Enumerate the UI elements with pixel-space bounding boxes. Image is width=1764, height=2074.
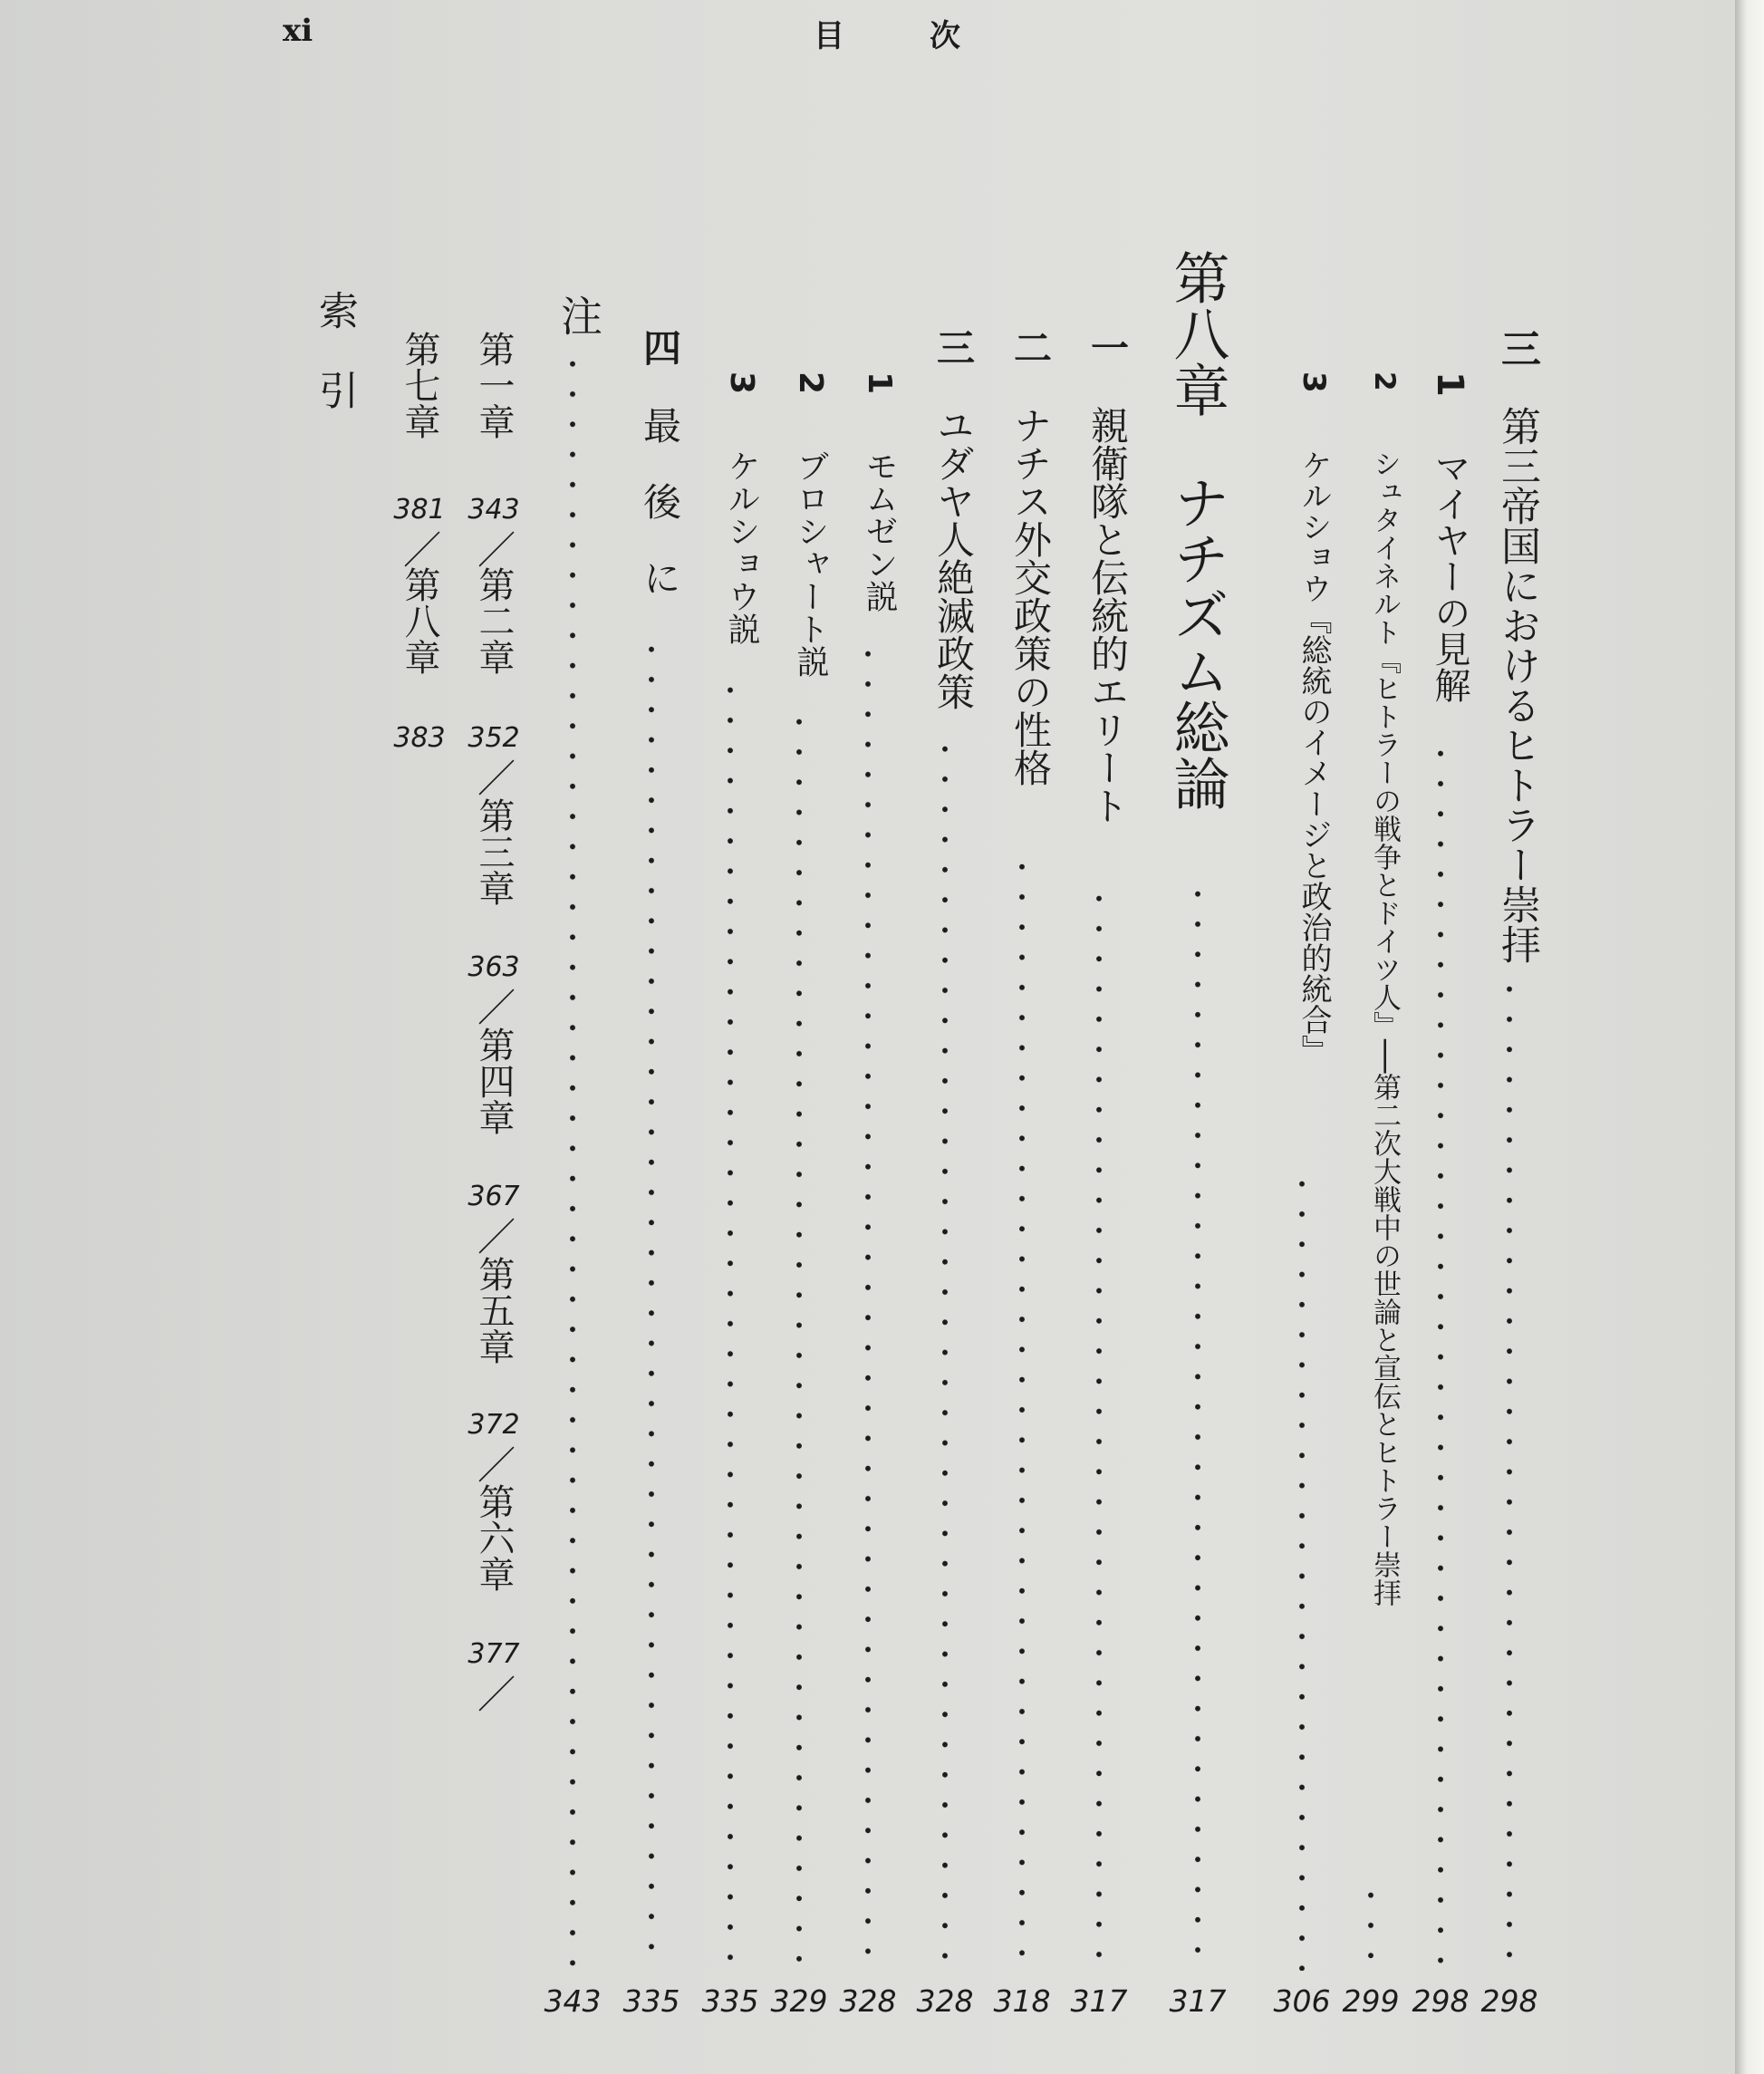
toc-entry	[1164, 0, 1230, 2074]
toc-entry	[1480, 0, 1540, 2074]
leader-dots	[940, 734, 949, 1971]
toc-entry-title: ブロシャート説	[792, 449, 829, 678]
notes-chapter-label: 第六章	[473, 1483, 515, 1592]
toc-entry-number: 3	[723, 371, 760, 395]
separator-slash: ／	[472, 1217, 516, 1255]
notes-chapter-page: 352	[468, 722, 520, 754]
toc-page-number: 298	[1480, 1983, 1538, 2019]
leader-dots	[795, 707, 804, 1971]
toc-entry	[701, 0, 760, 2074]
toc-entry-number: 四	[638, 328, 682, 366]
toc-entry-title: 索 引	[312, 290, 358, 410]
toc-page-number: 317	[1169, 1983, 1227, 2019]
toc-page-number: 299	[1342, 1983, 1400, 2019]
separator-slash: ／	[472, 988, 516, 1026]
toc-entry	[300, 0, 358, 2074]
toc-entry-title: 注	[554, 294, 603, 336]
toc-page-number: 306	[1273, 1983, 1331, 2019]
toc-page-number: 335	[701, 1983, 759, 2019]
toc-entry-number: 1	[1429, 371, 1470, 397]
leader-dots	[863, 639, 872, 1971]
toc-entry	[622, 0, 682, 2074]
toc-entry	[1273, 0, 1332, 2074]
toc-entry	[916, 0, 976, 2074]
toc-entry	[839, 0, 898, 2074]
toc-entry-title: ケルショウ説	[723, 449, 760, 645]
page-folio: xi	[283, 13, 313, 49]
toc-entry	[1070, 0, 1130, 2074]
toc-page-number: 298	[1412, 1983, 1470, 2019]
toc-page-number: 328	[916, 1983, 974, 2019]
separator-slash: ／	[472, 758, 516, 796]
leader-dots	[1094, 883, 1104, 1971]
notes-chapter-label: 第八章	[399, 566, 440, 675]
separator-slash: ／	[472, 530, 516, 568]
page-edge	[1735, 0, 1764, 2074]
toc-entry-number: 2	[1368, 371, 1401, 391]
toc-entry-title: 第八章 ナチズム総論	[1164, 249, 1230, 811]
toc-entry-title: ナチス外交政策の性格	[1008, 406, 1053, 786]
toc-page-number: 328	[839, 1983, 897, 2019]
toc-entry-number: 2	[792, 371, 829, 395]
toc-entry-title: 親衛隊と伝統的エリート	[1085, 406, 1130, 825]
leader-dots	[1436, 738, 1445, 1971]
toc-entry-number: 3	[1296, 371, 1332, 393]
toc-page-number: 317	[1070, 1983, 1128, 2019]
toc-entry-title: ケルショウ『総統のイメージと政治的統合』	[1296, 449, 1332, 1066]
toc-entry-title: シュタイネルト『ヒトラーの戦争とドイツ人』──第二次大戦中の世論と宣伝とヒトラー崇拝	[1368, 449, 1401, 1607]
leader-dots	[1193, 879, 1202, 1971]
toc-page-number: 318	[993, 1983, 1051, 2019]
toc-entry-title: ユダヤ人絶滅政策	[931, 406, 976, 710]
notes-chapter-page: 372	[468, 1409, 520, 1441]
toc-page-number: 343	[544, 1983, 602, 2019]
notes-chapter-label: 第二章	[473, 566, 515, 675]
notes-chapter-page: 363	[468, 951, 520, 983]
notes-chapter-page: 367	[468, 1181, 520, 1212]
separator-slash: ／	[472, 1445, 516, 1483]
toc-entry-number: 1	[861, 371, 898, 395]
toc-entry	[1342, 0, 1401, 2074]
toc-entry-title: 最 後 に	[638, 406, 682, 596]
notes-chapter-label: 第一章	[473, 331, 515, 439]
notes-chapter-label: 第四章	[473, 1027, 515, 1135]
notes-chapter-page: 383	[393, 722, 446, 754]
leader-dots	[726, 675, 735, 1971]
leader-dots	[1505, 974, 1514, 1971]
toc-entry-number: 一	[1085, 328, 1130, 366]
toc-entry	[993, 0, 1053, 2074]
notes-chapter-page: 377	[468, 1638, 520, 1670]
toc-entry-number: 二	[1008, 328, 1053, 366]
notes-chapter-label: 第七章	[399, 331, 440, 439]
separator-slash: ／	[472, 1674, 516, 1712]
running-title: 目次	[814, 18, 1046, 54]
notes-chapter-page: 343	[468, 494, 520, 526]
notes-chapter-label: 第五章	[473, 1256, 515, 1365]
toc-entry-title: マイヤーの見解	[1429, 449, 1470, 703]
leader-dots	[1017, 852, 1027, 1971]
separator-slash: ／	[398, 530, 442, 568]
toc-entry-number: 三	[931, 328, 976, 366]
toc-entry	[1413, 0, 1468, 2074]
notes-chapter-page: 381	[393, 494, 446, 526]
leader-dots	[568, 349, 577, 1971]
toc-entry-title: 第三帝国におけるヒトラー崇拝	[1494, 406, 1540, 964]
toc-entry-title: モムゼン説	[861, 449, 898, 613]
leader-dots	[1366, 1880, 1375, 1971]
notes-chapter-label: 第三章	[473, 797, 515, 906]
toc-entry-number: 三	[1494, 328, 1540, 368]
toc-page-number: 329	[770, 1983, 828, 2019]
toc-page-number: 335	[622, 1983, 680, 2019]
leader-dots	[647, 634, 656, 1971]
toc-entry	[544, 0, 603, 2074]
toc-entry	[770, 0, 829, 2074]
leader-dots	[1297, 1169, 1306, 1971]
